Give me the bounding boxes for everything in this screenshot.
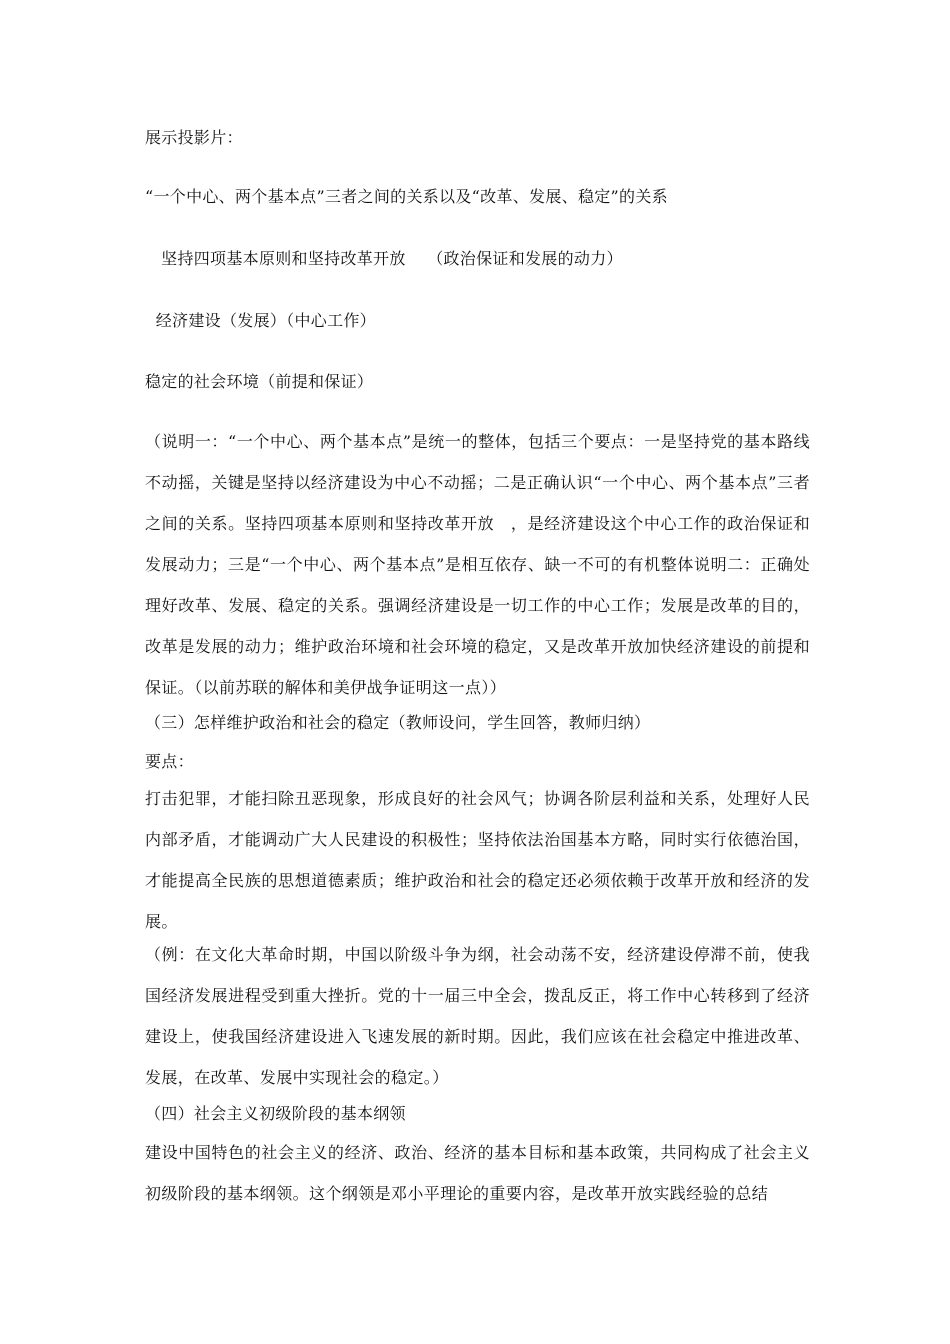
- section-three-heading: （三）怎样维护政治和社会的稳定（教师设问，学生回答，教师归纳）: [145, 713, 651, 732]
- explanation-paragraph: （说明一：“一个中心、两个基本点”是统一的整体，包括三个要点：一是坚持党的基本路线不动摇，关键是坚持以经济建设为中心不动摇；二是正确认识“一个中心、两个基本点”三者之间的关系。坚持四项基本原则和坚持改革开放 ，是经济建设这个中心工作的政治保证和发展动力；三是“一个中心、两个基本点”是相互依存、缺一不可的有机整体说明二：正确处理好改革、发展、稳定的关系。强调经济建设是一切工作的中心工作；发展是改革的目的，改革是发展的动力；维护政治环境和社会环境的稳定，又是改革开放加快经济建设的前提和保证。（以前苏联的解体和美伊战争证明这一点））: [145, 432, 810, 697]
- key-points-label: 要点：: [145, 752, 194, 771]
- diagram-line-principles: 坚持四项基本原则和坚持改革开放 （政治保证和发展的动力）: [145, 249, 623, 268]
- example-paragraph: （例：在文化大革命时期，中国以阶级斗争为纲，社会动荡不安，经济建设停滞不前，使我国经济发展进程受到重大挫折。党的十一届三中全会，拨乱反正，将工作中心转移到了经济建设上，使我国经济建设进入飞速发展的新时期。因此，我们应该在社会稳定中推进改革、发展，在改革、发展中实现社会的稳定。）: [145, 945, 810, 1087]
- slide-heading: 展示投影片：: [145, 128, 243, 147]
- key-points-paragraph: 打击犯罪，才能扫除丑恶现象，形成良好的社会风气；协调各阶层利益和关系，处理好人民内部矛盾，才能调动广大人民建设的积极性；坚持依法治国基本方略，同时实行依德治国，才能提高全民族的思想道德素质；维护政治和社会的稳定还必须依赖于改革开放和经济的发展。: [145, 789, 810, 931]
- section-four-heading: （四）社会主义初级阶段的基本纲领: [145, 1104, 406, 1123]
- diagram-line-stability: 稳定的社会环境（前提和保证）: [145, 372, 374, 391]
- program-paragraph: 建设中国特色的社会主义的经济、政治、经济的基本目标和基本政策，共同构成了社会主义初级阶段的基本纲领。这个纲领是邓小平理论的重要内容，是改革开放实践经验的总结: [145, 1143, 810, 1203]
- relation-title: “一个中心、两个基本点”三者之间的关系以及“改革、发展、稳定”的关系: [145, 187, 668, 206]
- diagram-line-economy: 经济建设（发展）（中心工作）: [145, 311, 376, 330]
